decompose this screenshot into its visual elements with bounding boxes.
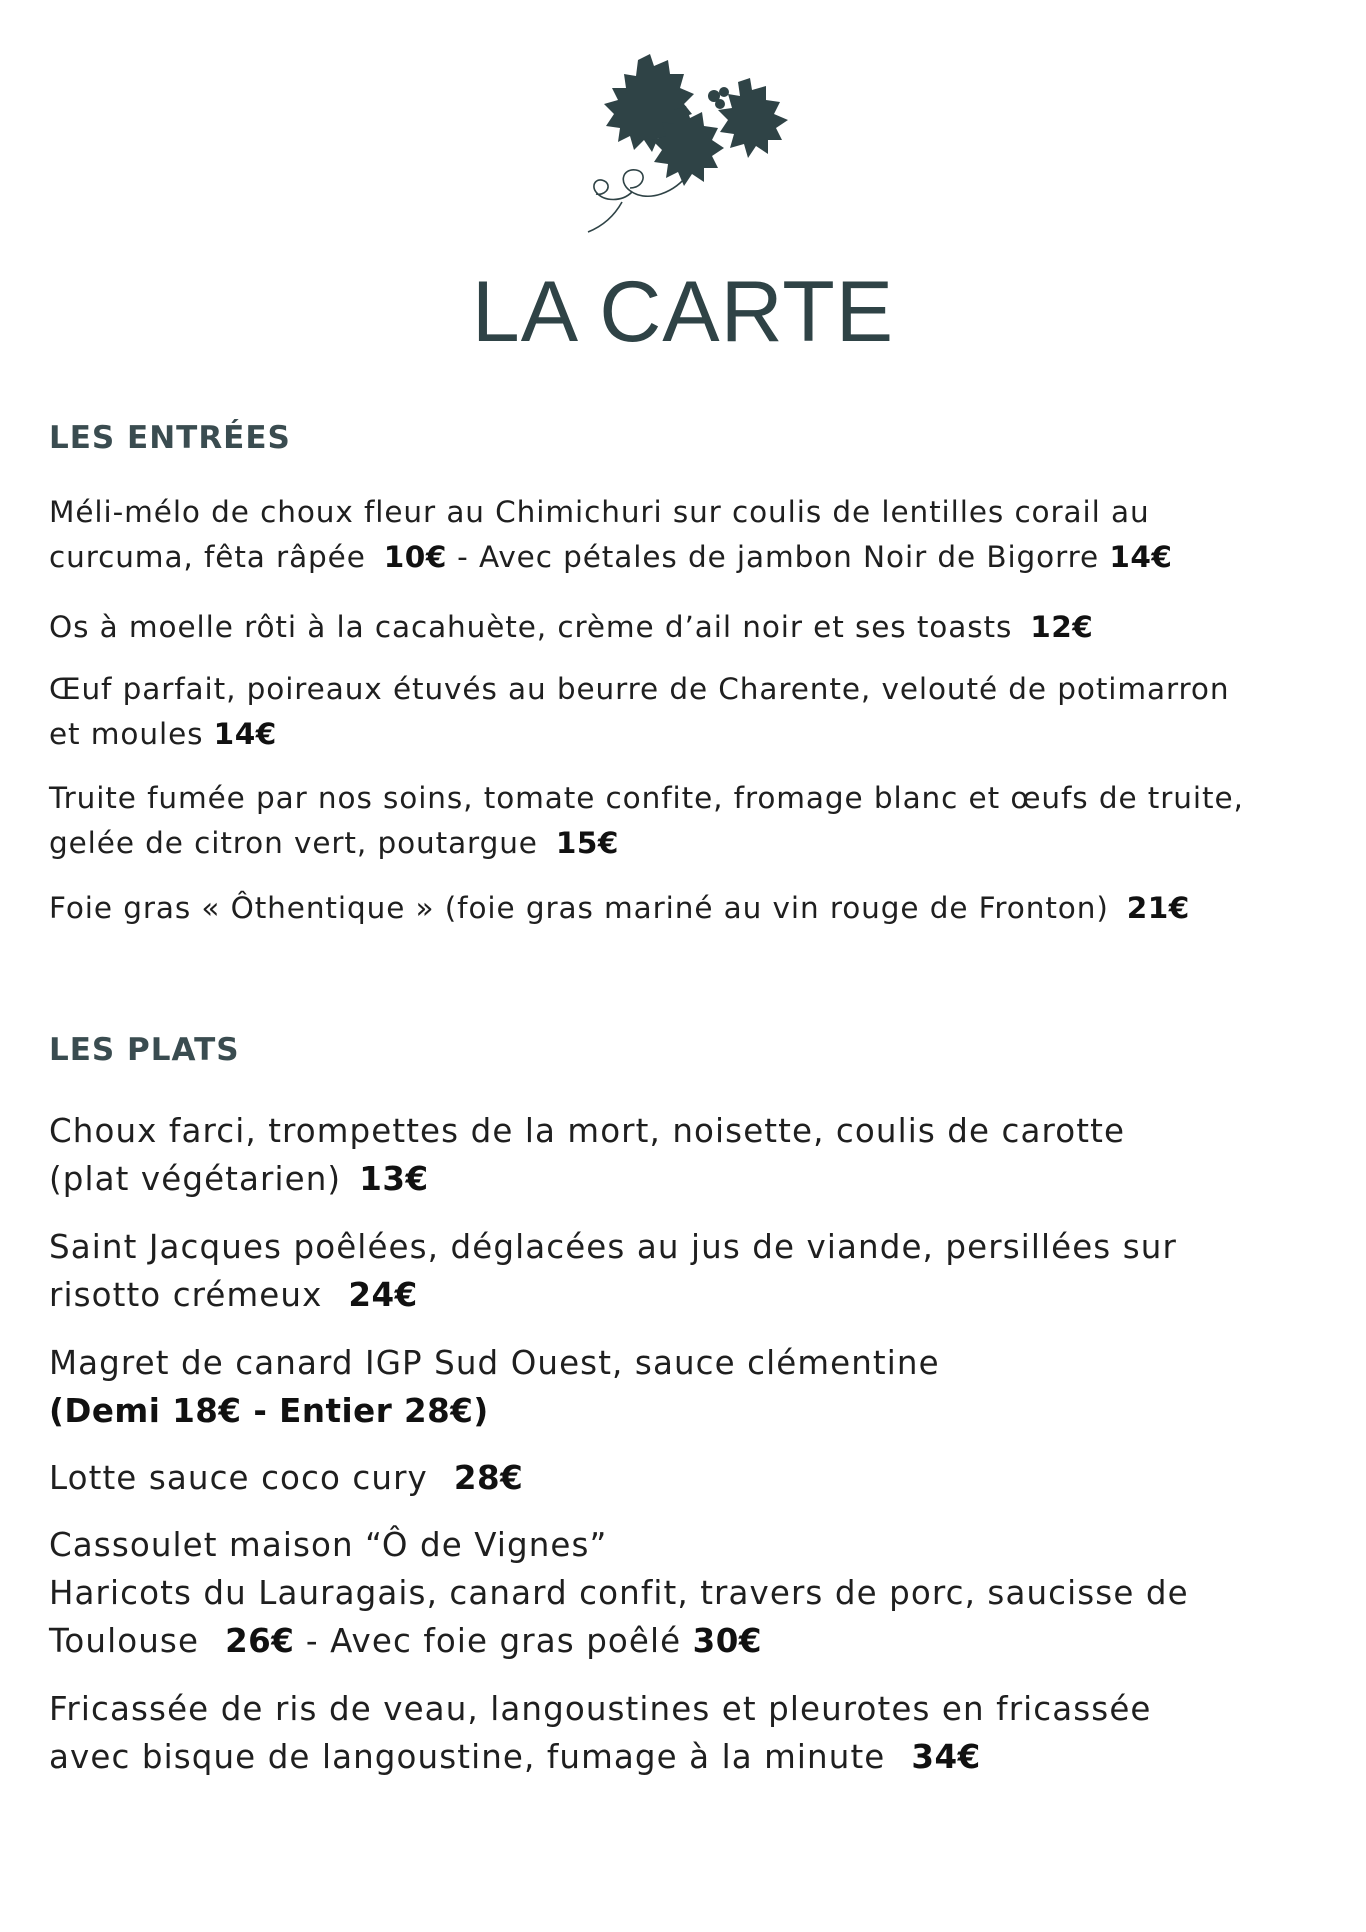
- menu-item: [49, 605, 1339, 650]
- item-price: 28€: [453, 1459, 524, 1497]
- item-description: Saint Jacques poêlées, déglacées au jus de viande, persillées sur: [49, 1228, 1177, 1266]
- item-description: Lotte sauce coco cury: [49, 1459, 428, 1497]
- item-description: avec bisque de langoustine, fumage à la minute: [49, 1738, 886, 1776]
- vine-leaves-icon: [578, 52, 814, 248]
- menu-item: [49, 667, 1339, 757]
- section-heading-plats: LES PLATS: [49, 1032, 240, 1068]
- menu-item: [49, 1223, 1339, 1319]
- item-description: Cassoulet maison “Ô de Vignes”: [49, 1526, 608, 1564]
- item-price-variant: 14€: [1109, 540, 1173, 574]
- item-price: 34€: [911, 1738, 981, 1776]
- page-title: LA CARTE: [471, 264, 895, 360]
- item-description: curcuma, fêta râpée: [49, 540, 366, 574]
- item-description: Magret de canard IGP Sud Ouest, sauce clémentine: [49, 1344, 940, 1382]
- item-description: Foie gras « Ôthentique » (foie gras mariné au vin rouge de Fronton): [49, 891, 1109, 925]
- item-description: Fricassée de ris de veau, langoustines et pleurotes en fricassée: [49, 1690, 1152, 1728]
- item-description: Méli-mélo de choux fleur au Chimichuri sur coulis de lentilles corail au: [49, 495, 1150, 529]
- item-price: 13€: [359, 1160, 429, 1198]
- item-price: 26€: [225, 1622, 295, 1660]
- item-variant: - Avec foie gras poêlé: [294, 1622, 693, 1660]
- item-price: (Demi 18€ - Entier 28€): [49, 1392, 489, 1430]
- item-price: 10€: [383, 540, 447, 574]
- menu-item: [49, 490, 1339, 580]
- item-price: 24€: [348, 1276, 418, 1314]
- item-description: Truite fumée par nos soins, tomate confite, fromage blanc et œufs de truite,: [49, 781, 1244, 815]
- menu-item: [49, 1454, 1339, 1502]
- item-description: (plat végétarien): [49, 1160, 342, 1198]
- item-price: 15€: [555, 826, 619, 860]
- menu-item: [49, 1521, 1339, 1665]
- item-variant: - Avec pétales de jambon Noir de Bigorre: [446, 540, 1110, 574]
- item-description: Haricots du Lauragais, canard confit, travers de porc, saucisse de: [49, 1574, 1189, 1612]
- item-description: et moules: [49, 717, 214, 751]
- section-heading-entrees: LES ENTRÉES: [49, 420, 291, 456]
- item-price: 14€: [213, 717, 277, 751]
- item-description: Toulouse: [49, 1622, 200, 1660]
- item-price-variant: 30€: [692, 1622, 763, 1660]
- item-description: risotto crémeux: [49, 1276, 323, 1314]
- menu-item: [49, 776, 1339, 866]
- menu-item: [49, 1685, 1339, 1781]
- item-price: 21€: [1126, 891, 1190, 925]
- item-description: gelée de citron vert, poutargue: [49, 826, 538, 860]
- item-price: 12€: [1030, 610, 1094, 644]
- item-description: Œuf parfait, poireaux étuvés au beurre de Charente, velouté de potimarron: [49, 672, 1230, 706]
- menu-item: [49, 1339, 1339, 1435]
- menu-item: [49, 886, 1339, 931]
- menu-item: [49, 1107, 1339, 1203]
- item-description: Choux farci, trompettes de la mort, noisette, coulis de carotte: [49, 1112, 1126, 1150]
- item-description: Os à moelle rôti à la cacahuète, crème d’ail noir et ses toasts: [49, 610, 1013, 644]
